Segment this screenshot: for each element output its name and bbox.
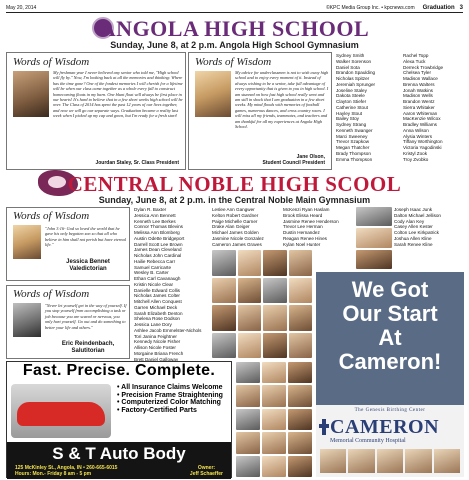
cn-names-col4 bbox=[394, 207, 464, 247]
jessica-bennet-photo bbox=[13, 225, 41, 259]
graduate-name: Ethan Carl Cavanaugh bbox=[134, 276, 181, 281]
graduate-name: Hayley Stout bbox=[336, 110, 363, 116]
graduate-photo bbox=[288, 432, 312, 453]
angola-wisdom-left bbox=[6, 52, 186, 170]
graduate-name: Jonah Watkins bbox=[403, 87, 433, 93]
graduate-photo bbox=[289, 333, 313, 359]
graduate-name: Derreck Trowbridge bbox=[403, 64, 444, 70]
graduate-name: Kristyl Zook bbox=[403, 150, 427, 156]
graduate-photo bbox=[288, 409, 312, 430]
wisdom-text: My advice for underclassmen is not to wish away high school and to enjoy every moment of it. Instead of always wishing to be a senior, take full advantage of every opportunity that is given to you in high school. I am stunned on how fast high school really went and am still in shock that I am graduation in a few short weeks. My mind floods with memories of football games, numerous dances, and cross country races. I will miss all my friends, teammates, and teachers and am thankful for all my experiences at Angola High School. bbox=[235, 70, 329, 130]
graduate-name: Brook Elissa Heard bbox=[283, 212, 323, 218]
graduate-name: Michael James Golden bbox=[212, 230, 259, 235]
graduate-name: Brandon Spaulding bbox=[336, 70, 376, 76]
graduate-name: Melissa Ann Blomberg bbox=[134, 230, 180, 235]
graduate-name: Trevor Lee Herman bbox=[283, 224, 323, 230]
graduate-name: Sierra Whitaker bbox=[403, 104, 435, 110]
graduate-name: Brett Daniel Galloway bbox=[134, 356, 179, 362]
graduate-photo bbox=[238, 278, 262, 304]
graduate-name: Kenneth Swanger bbox=[336, 127, 373, 133]
graduate-name: Connor Thomas Blevins bbox=[134, 224, 183, 230]
graduate-name: Ashlee Jacob Emmelster-Nichols bbox=[134, 327, 202, 333]
graduate-name: Dalton Michael Jellison bbox=[394, 212, 441, 218]
graduate-name: Jasmine Renee Henderson bbox=[283, 218, 339, 224]
graduate-name: Brady Thompson bbox=[336, 150, 371, 156]
angola-names-col1 bbox=[336, 53, 400, 162]
graduate-name: Cody Alan Key bbox=[394, 218, 425, 224]
graduate-photo bbox=[262, 409, 286, 430]
cameron-hospital-ad bbox=[316, 272, 464, 477]
graduate-photo bbox=[356, 250, 392, 269]
graduate-photo bbox=[263, 305, 287, 331]
graduate-name: Chelsea Tyler bbox=[403, 70, 432, 76]
graduate-name: Joseline Staley bbox=[336, 87, 367, 93]
ad-headline: Fast. Precise. Complete. bbox=[22, 362, 216, 379]
graduate-name: Casey Allen Kester bbox=[394, 224, 433, 230]
angola-wisdom-right bbox=[188, 52, 332, 170]
service-item: • Computerized Color Matching bbox=[117, 399, 229, 407]
ad-logo-panel bbox=[316, 405, 464, 477]
graduate-name: Darrell Scott Lee Brown bbox=[134, 241, 183, 247]
graduate-photo bbox=[289, 250, 313, 276]
graduate-name: Joshua Allen Kline bbox=[394, 235, 432, 241]
graduate-name: Dylan R. Baxter bbox=[134, 207, 167, 212]
graduate-name: Drake Alan Geiger bbox=[212, 224, 250, 230]
graduate-name: Nicholas James Colter bbox=[134, 293, 180, 299]
graduate-photo bbox=[263, 278, 287, 304]
graduate-photos-grid-a bbox=[212, 250, 312, 358]
graduate-photo bbox=[356, 228, 392, 247]
services-list bbox=[117, 384, 229, 414]
central-noble-title: CENTRAL NOBLE HIGH SCOOL bbox=[67, 172, 402, 196]
business-owner: Owner: Jeff Schaeffer bbox=[189, 465, 223, 477]
graduate-name: James Dean Cleveland bbox=[134, 247, 182, 253]
service-item: • All Insurance Claims Welcome bbox=[117, 384, 229, 392]
graduate-photo bbox=[212, 278, 236, 304]
graduate-name: Clayton Stiefer bbox=[336, 99, 367, 104]
wisdom-signature: Jourdan Staley, Sr. Class President bbox=[95, 160, 179, 166]
graduate-photo bbox=[288, 385, 312, 406]
graduate-photo bbox=[289, 278, 313, 304]
wisdom-title: Words of Wisdom bbox=[13, 210, 90, 222]
graduate-name: Austin Odette Bridgeport bbox=[134, 235, 185, 241]
graduate-name: Allison Nicole Foster bbox=[134, 345, 176, 350]
ad-tagline: The Genesis Birthing Center bbox=[354, 408, 426, 413]
hospital-name: CAMERON bbox=[330, 416, 440, 438]
graduate-name: MacKenzie Wilcox bbox=[403, 116, 441, 122]
graduate-name: Brandon Wentz bbox=[403, 99, 435, 104]
graduate-name: Reagan Renee Hines bbox=[283, 235, 327, 241]
wisdom-title: Words of Wisdom bbox=[195, 56, 272, 68]
graduate-photo bbox=[212, 305, 236, 331]
graduate-name: Megan Thatcher bbox=[336, 145, 370, 150]
graduate-name: Sarah Renee Kline bbox=[394, 241, 433, 247]
graduate-name: Nicholas John Cardinal bbox=[134, 253, 182, 258]
graduate-photo bbox=[356, 207, 392, 226]
graduate-name: Rachel Topp bbox=[403, 53, 429, 58]
jourdan-staley-photo bbox=[13, 71, 49, 117]
graduate-name: Dustin Hernandez bbox=[283, 230, 320, 235]
cross-icon bbox=[319, 419, 329, 435]
graduate-name: Shelena Rose Dodson bbox=[134, 316, 180, 322]
graduate-name: Samuel Carricarte bbox=[134, 264, 172, 270]
graduate-name: Tori Janina Feightner bbox=[134, 333, 177, 339]
graduate-name: Jessica Lane Dory bbox=[134, 322, 172, 327]
graduate-name: Joseph Isaac Junk bbox=[394, 207, 433, 212]
business-name: S & T Auto Body bbox=[52, 444, 186, 463]
graduate-name: Mitchell Allen Conquest bbox=[134, 299, 182, 304]
page-header bbox=[6, 3, 463, 12]
graduate-name: Cameron James Graves bbox=[212, 241, 262, 247]
cn-wisdom-bottom bbox=[6, 285, 130, 359]
angola-title: ANGOLA HIGH SCHOOL bbox=[99, 16, 370, 41]
hospital-subname: Memorial Community Hospital bbox=[330, 438, 406, 444]
graduate-photo bbox=[212, 250, 236, 276]
graduate-name: Kylan Noel Hunter bbox=[283, 241, 321, 247]
graduate-photo bbox=[236, 362, 260, 383]
graduate-name: Madison Wallace bbox=[403, 76, 438, 81]
graduate-name: Alexa Tuck bbox=[403, 58, 426, 64]
baby-photos-strip bbox=[320, 449, 460, 473]
wisdom-text: "John 3:16- God so loved the world that he gave his only begotten son so that all who believe in him shall not perish but have eternal life." bbox=[45, 226, 126, 248]
graduate-name: Sarah Elizabeth Denton bbox=[134, 310, 183, 316]
graduate-name: Trevor Szapkow bbox=[336, 139, 370, 145]
graduate-name: Troy Zvobko bbox=[403, 156, 429, 162]
graduate-name: Sydney Smith bbox=[336, 53, 365, 58]
graduate-photo bbox=[262, 432, 286, 453]
graduate-name: Kelton Robert Gardner bbox=[212, 212, 259, 218]
cn-names-col1 bbox=[134, 207, 210, 362]
graduate-name: Wesley B. Carter bbox=[134, 270, 169, 276]
graduate-name: Anna Wilson bbox=[403, 127, 429, 133]
wisdom-title: Words of Wisdom bbox=[13, 56, 90, 68]
graduate-name: Alysia Winters bbox=[403, 133, 433, 139]
graduate-photos-grid-b bbox=[356, 207, 392, 269]
graduate-name: Jeremiah Sprunger bbox=[336, 81, 376, 87]
graduate-name: Emma Thompson bbox=[336, 156, 373, 162]
graduate-name: Catherine Stout bbox=[336, 104, 368, 110]
graduate-name: Kristin Nicole Clear bbox=[134, 281, 174, 287]
graduate-photo bbox=[289, 305, 313, 331]
central-noble-subtitle: Sunday, June 8, at 2 p.m. in the Central Noble Main Gymnasium bbox=[98, 195, 371, 205]
graduate-photo bbox=[236, 409, 260, 430]
graduate-name: Kennedy Nicole Fisher bbox=[134, 339, 181, 345]
graduate-photo bbox=[263, 333, 287, 359]
graduate-name: Garren Michael Deck bbox=[134, 304, 178, 310]
graduate-name: Kenneth Lee Berkes bbox=[134, 218, 176, 224]
graduate-name: Daniel Sota bbox=[336, 64, 360, 70]
graduate-photo bbox=[288, 456, 312, 477]
graduate-name: Victoria Yagodinski bbox=[403, 145, 442, 150]
graduate-name: Marci Sweeney bbox=[336, 133, 368, 139]
graduate-photo bbox=[238, 250, 262, 276]
angola-names-col2 bbox=[403, 53, 465, 162]
graduate-name: Colton Lee Kirkpatrick bbox=[394, 230, 439, 235]
graduate-name: Sydney Strang bbox=[336, 122, 367, 127]
graduate-photo bbox=[288, 362, 312, 383]
graduate-photo bbox=[236, 456, 260, 477]
graduate-name: Dakota Steele bbox=[336, 93, 365, 99]
business-address: 125 McKinley St., Angola, IN • 260-665-6015 Hours: Mon.- Friday 8 am - 5 pm bbox=[15, 465, 118, 477]
cn-wisdom-top bbox=[6, 207, 130, 281]
graduate-photo bbox=[238, 305, 262, 331]
graduate-name: Tiffany Worthington bbox=[403, 139, 443, 145]
graduate-name: Walker Sorenson bbox=[336, 58, 372, 64]
ad-slogan: We Got Our Start At Cameron! bbox=[338, 277, 442, 374]
wisdom-text: My freshman year I never believed any senior who told me, "High school will fly by." Now, I'm looking back at all the memories and thinking: Where has the time gone? One of the fondest memories I will cherish for a lifetime will be when our class came together as a whole every fall to construct homecoming floats in my barn. One blunt float will always be first place in our hearts! It's hard to believe that in a few short weeks high school will be over. The Class of 2014 has spent the past 12 years of our lives together, and now we will go our separate ways. Graduation became a reality last week when I picked up my cap and gown, but I'm ready for a fresh start! bbox=[53, 70, 183, 119]
graduate-photo bbox=[236, 432, 260, 453]
graduate-name: Bradley Williams bbox=[403, 122, 437, 127]
graduate-name: Hailie Rebecca Carr bbox=[134, 258, 176, 264]
graduate-name: Morgaine Briana French bbox=[134, 350, 184, 356]
wisdom-signature: Jane Olson, Student Council President bbox=[262, 154, 325, 166]
graduate-name: Jessica Ann Bennett bbox=[134, 212, 176, 218]
graduate-name: Aaron Whiteman bbox=[403, 110, 438, 116]
cn-names-col2 bbox=[212, 207, 280, 247]
graduate-photo bbox=[263, 250, 287, 276]
eric-reindenbach-photo bbox=[13, 303, 41, 337]
graduate-name: Paige Michelle Garner bbox=[212, 218, 258, 224]
graduate-name: Danielle Edward Collis bbox=[134, 287, 180, 293]
graduate-name: Leslee Ann Gangwer bbox=[212, 207, 255, 212]
st-auto-body-ad bbox=[6, 361, 232, 478]
ad-footer-band bbox=[7, 442, 231, 479]
graduate-name: Jasmine Nicole Gonzalez bbox=[212, 235, 264, 241]
graduate-name: McKenzi Ryan Haslam bbox=[283, 207, 330, 212]
angola-subtitle: Sunday, June 8, at 2 p.m. Angola High School Gymnasium bbox=[110, 40, 359, 50]
graduate-name: Brenna Walters bbox=[403, 81, 435, 87]
graduate-photo bbox=[212, 333, 236, 359]
jane-olson-photo bbox=[195, 71, 231, 117]
graduate-name: Bailey Stoy bbox=[336, 116, 359, 122]
graduate-photo bbox=[236, 385, 260, 406]
graduate-photo bbox=[262, 362, 286, 383]
section-label: Graduation 3 bbox=[422, 4, 463, 11]
graduate-photo bbox=[262, 456, 286, 477]
service-item: • Precision Frame Straightening bbox=[117, 392, 229, 400]
graduate-photo bbox=[238, 333, 262, 359]
service-item: • Factory-Certified Parts bbox=[117, 407, 229, 415]
issue-date: May 20, 2014 bbox=[6, 4, 37, 11]
wisdom-signature: Eric Reindenbach, Salutitorian bbox=[61, 341, 115, 354]
red-car-image bbox=[17, 402, 105, 426]
cn-names-col3 bbox=[283, 207, 355, 247]
header-rule bbox=[6, 12, 463, 13]
graduate-photo bbox=[262, 385, 286, 406]
graduate-name: Nicholas Spitzer bbox=[336, 76, 370, 81]
publisher-line: ©KPC Media Group Inc. • kpcnews.com bbox=[326, 4, 415, 11]
wisdom-text: "Never let yourself get in the way of yourself. If you stop yourself from accomplishing a task or job because you are scared or nervous, you only hurt yourself. Go out and do something to better your life and others." bbox=[45, 303, 127, 330]
wisdom-signature: Jessica Bennet Valedictorian bbox=[66, 259, 110, 272]
wisdom-title: Words of Wisdom bbox=[13, 288, 90, 300]
graduate-photos-grid-c bbox=[236, 362, 312, 477]
graduate-name: Madison Wells bbox=[403, 93, 433, 99]
